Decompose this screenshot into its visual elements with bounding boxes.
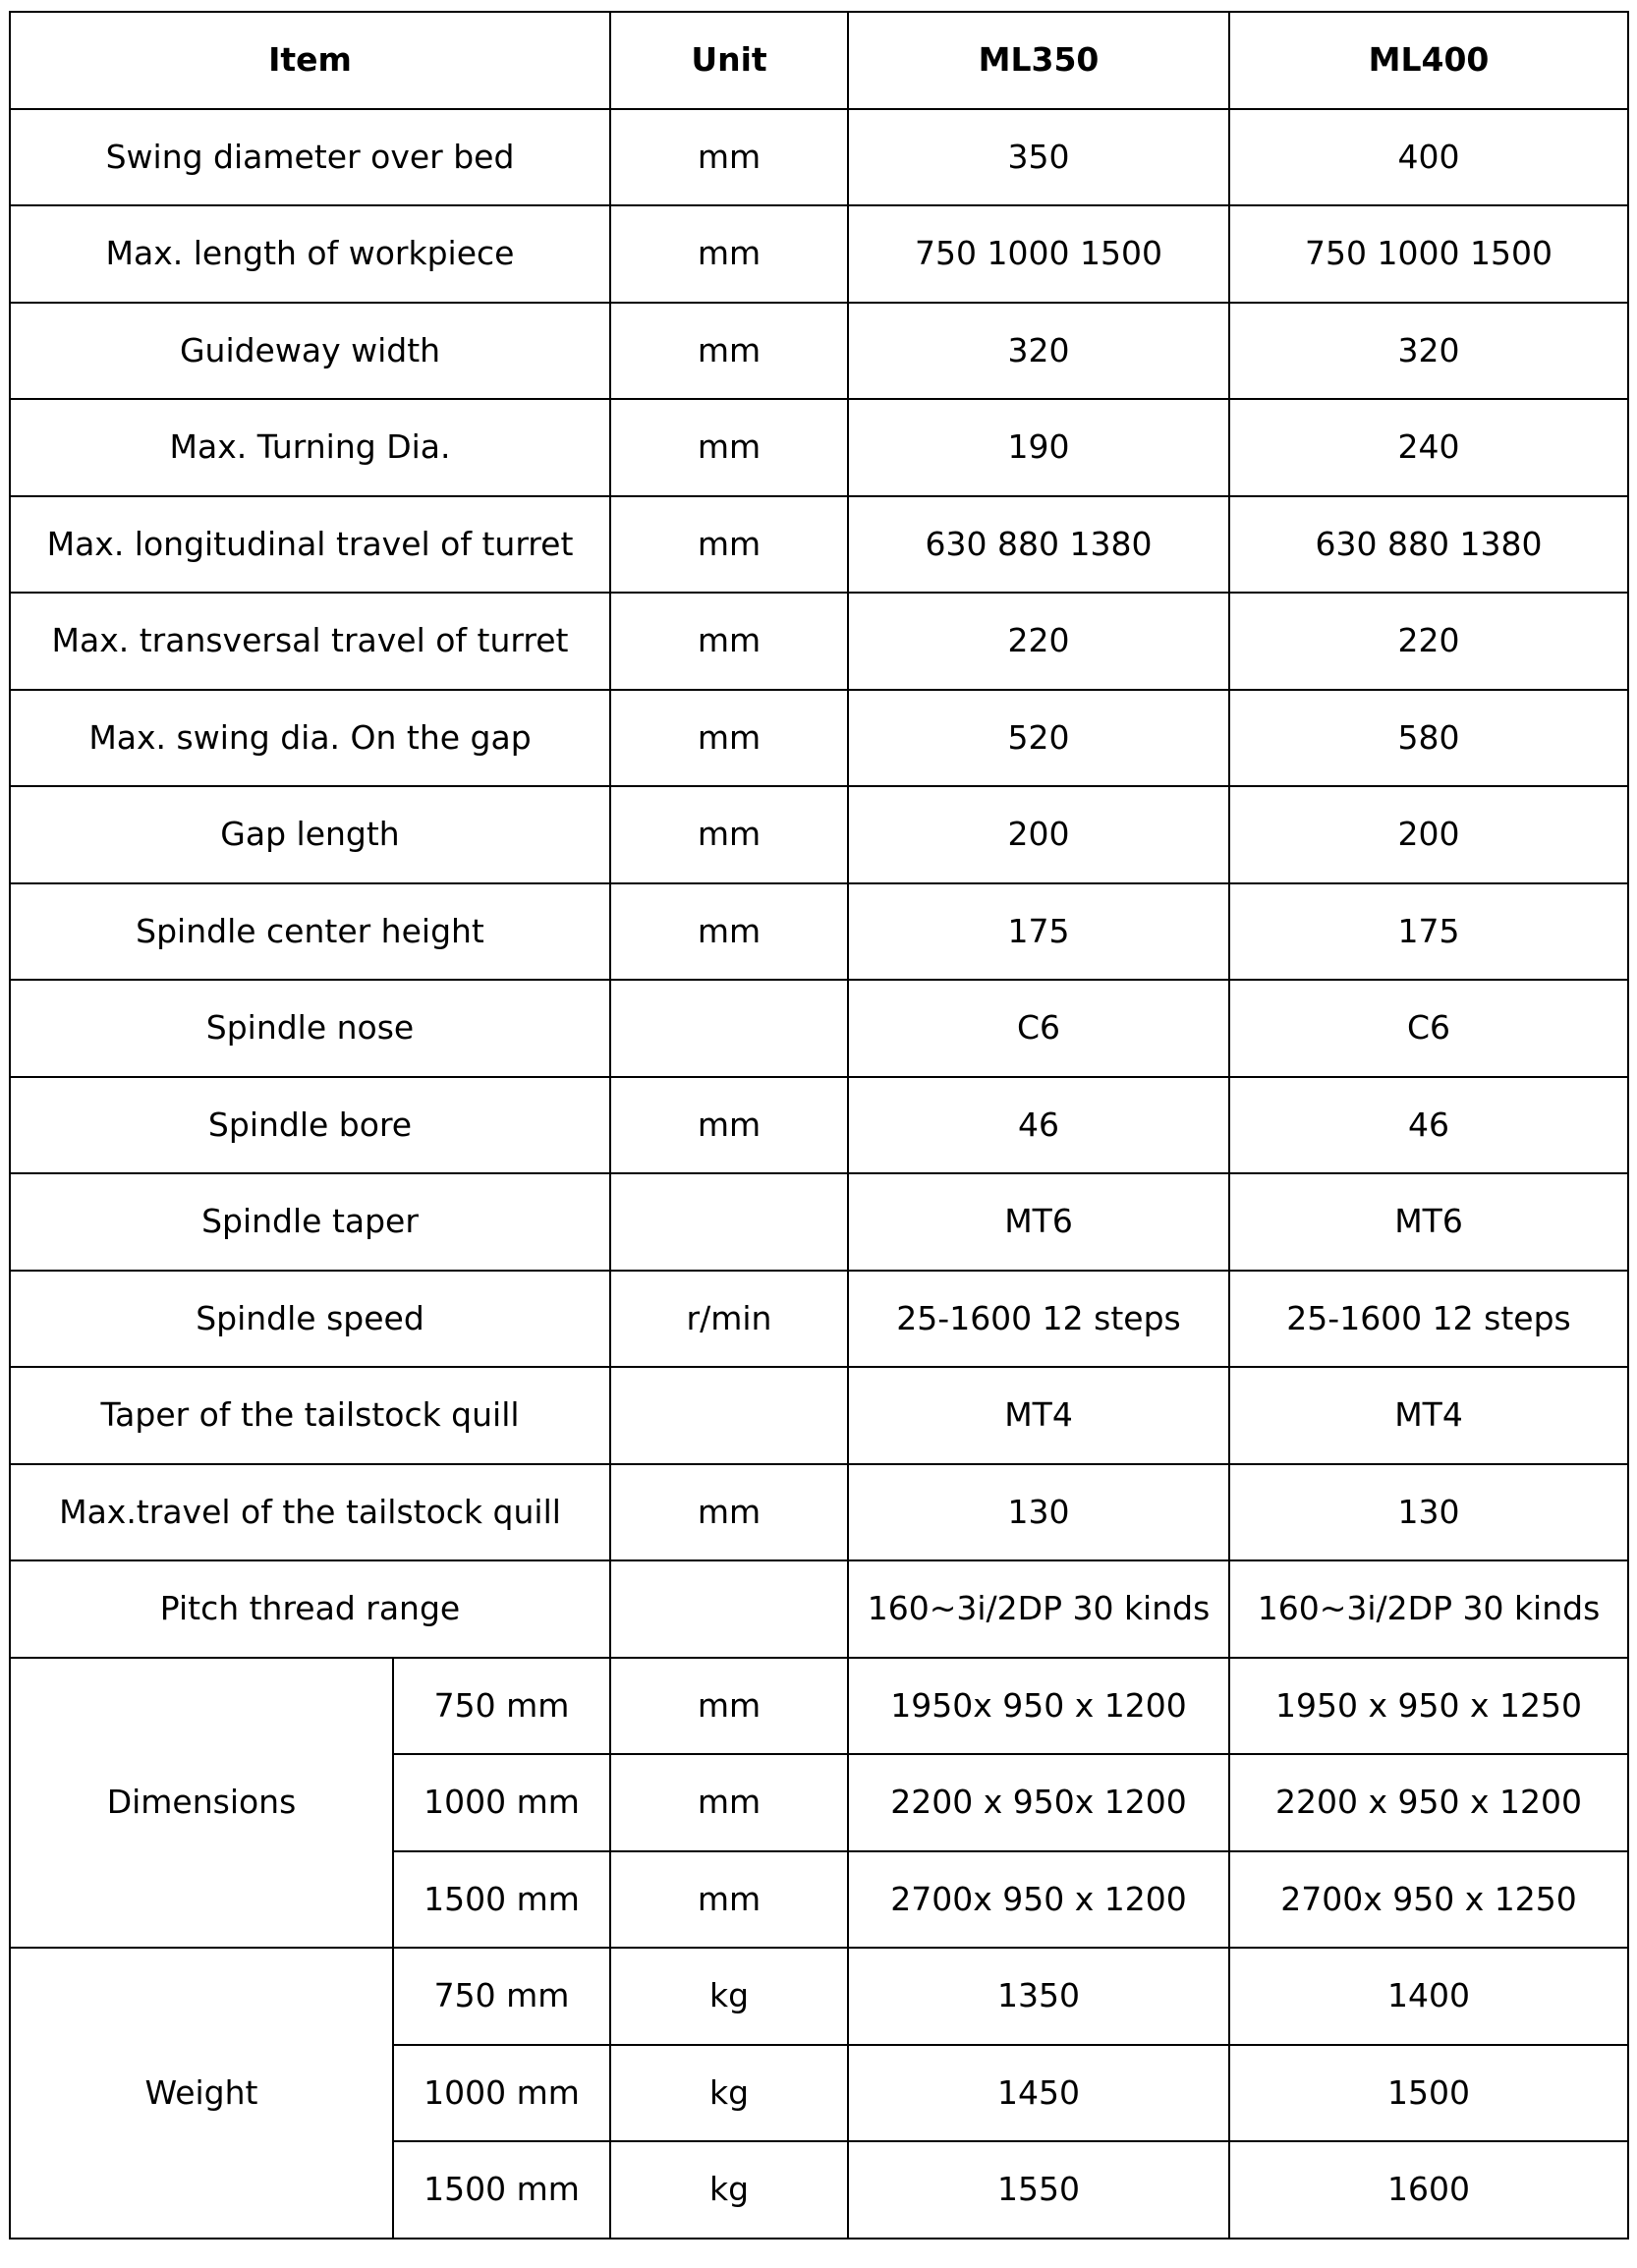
sub-item-cell: 1500 mm [393, 2141, 610, 2239]
ml400-cell: MT4 [1229, 1367, 1628, 1464]
sub-item-cell: 750 mm [393, 1948, 610, 2045]
item-cell: Max.travel of the tailstock quill [10, 1464, 610, 1561]
item-cell: Max. swing dia. On the gap [10, 690, 610, 787]
table-row [10, 593, 1628, 690]
ml400-cell: 580 [1229, 690, 1628, 787]
item-cell: Pitch thread range [10, 1560, 610, 1658]
header-ml400: ML400 [1229, 12, 1628, 109]
table-row [10, 883, 1628, 981]
table-row [10, 496, 1628, 594]
ml400-cell: 630 880 1380 [1229, 496, 1628, 594]
ml400-cell: 1500 [1229, 2045, 1628, 2142]
header-unit: Unit [610, 12, 848, 109]
table-row [10, 1464, 1628, 1561]
sub-item-cell: 1000 mm [393, 1754, 610, 1851]
item-cell: Max. longitudinal travel of turret [10, 496, 610, 594]
ml400-cell: 240 [1229, 399, 1628, 496]
unit-cell: mm [610, 786, 848, 883]
unit-cell: mm [610, 883, 848, 981]
ml350-cell: 2200 x 950x 1200 [848, 1754, 1229, 1851]
unit-cell: mm [610, 399, 848, 496]
table-row [10, 205, 1628, 303]
unit-cell: mm [610, 690, 848, 787]
ml400-cell: 1600 [1229, 2141, 1628, 2239]
table-row [10, 786, 1628, 883]
item-cell: Taper of the tailstock quill [10, 1367, 610, 1464]
ml350-cell: 630 880 1380 [848, 496, 1229, 594]
ml350-cell: 750 1000 1500 [848, 205, 1229, 303]
ml400-cell: 2700x 950 x 1250 [1229, 1851, 1628, 1949]
item-cell: Spindle taper [10, 1173, 610, 1271]
unit-cell: r/min [610, 1271, 848, 1368]
ml400-cell: 25-1600 12 steps [1229, 1271, 1628, 1368]
table-row [10, 1077, 1628, 1174]
unit-cell: mm [610, 496, 848, 594]
sub-item-cell: 1500 mm [393, 1851, 610, 1949]
item-cell: Max. Turning Dia. [10, 399, 610, 496]
unit-cell: mm [610, 109, 848, 206]
ml350-cell: 130 [848, 1464, 1229, 1561]
unit-cell [610, 1367, 848, 1464]
ml400-cell: 46 [1229, 1077, 1628, 1174]
ml400-cell: 130 [1229, 1464, 1628, 1561]
item-cell: Spindle nose [10, 980, 610, 1077]
ml350-cell: 2700x 950 x 1200 [848, 1851, 1229, 1949]
ml400-cell: 2200 x 950 x 1200 [1229, 1754, 1628, 1851]
item-cell: Max. length of workpiece [10, 205, 610, 303]
table-row-weight [10, 1948, 1628, 2045]
item-cell: Guideway width [10, 303, 610, 400]
item-cell: Gap length [10, 786, 610, 883]
header-row [10, 12, 1628, 109]
unit-cell: kg [610, 2045, 848, 2142]
unit-cell [610, 1560, 848, 1658]
ml400-cell: C6 [1229, 980, 1628, 1077]
unit-cell [610, 980, 848, 1077]
table-row [10, 303, 1628, 400]
ml350-cell: 1950x 950 x 1200 [848, 1658, 1229, 1755]
ml350-cell: 1550 [848, 2141, 1229, 2239]
table-row [10, 399, 1628, 496]
unit-cell: mm [610, 1754, 848, 1851]
unit-cell: mm [610, 1658, 848, 1755]
table-row-dimensions [10, 1658, 1628, 1755]
table-row [10, 1271, 1628, 1368]
unit-cell: mm [610, 205, 848, 303]
ml400-cell: 160~3i/2DP 30 kinds [1229, 1560, 1628, 1658]
table-row [10, 109, 1628, 206]
ml350-cell: 46 [848, 1077, 1229, 1174]
header-ml350: ML350 [848, 12, 1229, 109]
ml350-cell: MT6 [848, 1173, 1229, 1271]
unit-cell: mm [610, 593, 848, 690]
sub-item-cell: 750 mm [393, 1658, 610, 1755]
table-row [10, 690, 1628, 787]
ml350-cell: 520 [848, 690, 1229, 787]
item-cell: Max. transversal travel of turret [10, 593, 610, 690]
ml400-cell: 750 1000 1500 [1229, 205, 1628, 303]
ml350-cell: 200 [848, 786, 1229, 883]
table-row [10, 1560, 1628, 1658]
ml400-cell: 200 [1229, 786, 1628, 883]
group-label-dimensions: Dimensions [10, 1658, 393, 1949]
ml400-cell: 320 [1229, 303, 1628, 400]
ml350-cell: 350 [848, 109, 1229, 206]
header-item: Item [10, 12, 610, 109]
ml350-cell: 220 [848, 593, 1229, 690]
ml400-cell: 220 [1229, 593, 1628, 690]
sub-item-cell: 1000 mm [393, 2045, 610, 2142]
unit-cell [610, 1173, 848, 1271]
unit-cell: mm [610, 1851, 848, 1949]
item-cell: Spindle speed [10, 1271, 610, 1368]
ml350-cell: 1350 [848, 1948, 1229, 2045]
table-row [10, 1367, 1628, 1464]
unit-cell: kg [610, 1948, 848, 2045]
unit-cell: mm [610, 303, 848, 400]
ml350-cell: 160~3i/2DP 30 kinds [848, 1560, 1229, 1658]
unit-cell: mm [610, 1464, 848, 1561]
ml350-cell: 320 [848, 303, 1229, 400]
ml400-cell: 1400 [1229, 1948, 1628, 2045]
item-cell: Swing diameter over bed [10, 109, 610, 206]
ml400-cell: 400 [1229, 109, 1628, 206]
ml350-cell: 190 [848, 399, 1229, 496]
ml350-cell: 175 [848, 883, 1229, 981]
table-row [10, 1173, 1628, 1271]
unit-cell: kg [610, 2141, 848, 2239]
ml400-cell: 175 [1229, 883, 1628, 981]
ml350-cell: MT4 [848, 1367, 1229, 1464]
unit-cell: mm [610, 1077, 848, 1174]
item-cell: Spindle bore [10, 1077, 610, 1174]
ml400-cell: 1950 x 950 x 1250 [1229, 1658, 1628, 1755]
table-row [10, 980, 1628, 1077]
ml400-cell: MT6 [1229, 1173, 1628, 1271]
ml350-cell: C6 [848, 980, 1229, 1077]
ml350-cell: 25-1600 12 steps [848, 1271, 1229, 1368]
item-cell: Spindle center height [10, 883, 610, 981]
group-label-weight: Weight [10, 1948, 393, 2239]
ml350-cell: 1450 [848, 2045, 1229, 2142]
spec-table [9, 11, 1629, 2240]
